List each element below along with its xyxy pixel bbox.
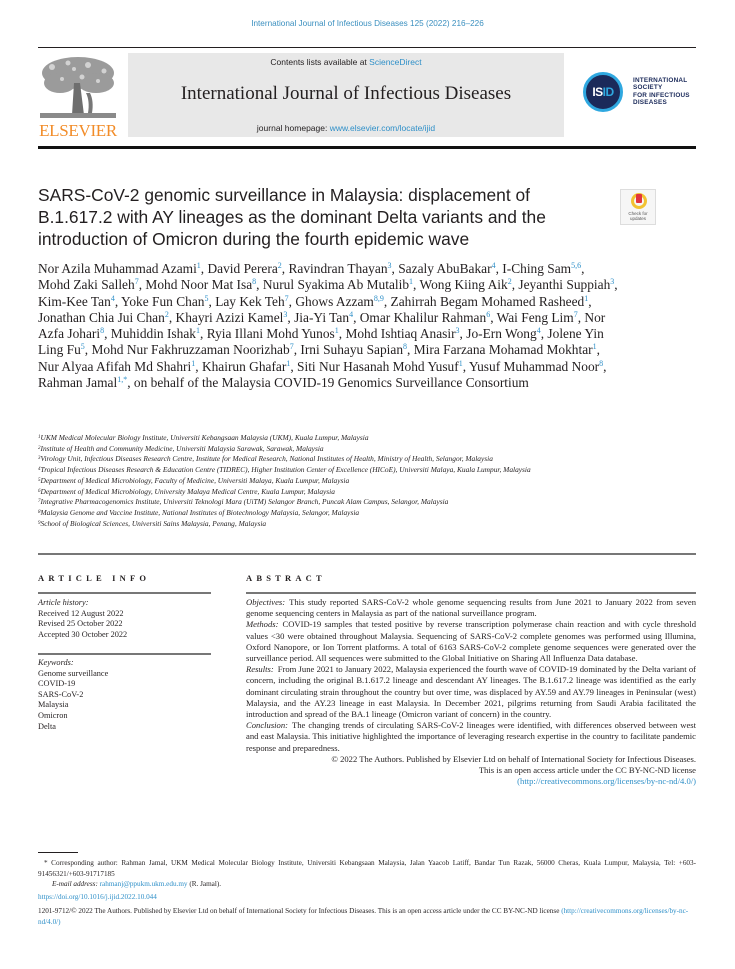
abstract-methods [246,619,696,664]
author-name[interactable]: Yoke Fun Chan [121,293,205,309]
header-top-rule [38,47,696,48]
affiliation-text: Virology Unit, Infectious Diseases Research Centre, Institute for Medical Research, National Institutes of Health, Ministry of Health, Selangor, Malaysia [40,454,493,464]
affiliation-item [38,465,598,476]
author-name[interactable]: Nurul Syakima Ab Mutalib [262,277,410,293]
affiliation-text: Institute of Health and Community Medicine, Universiti Malaysia Sarawak, Sarawak, Malaysia [40,443,324,453]
affiliation-number: 6 [38,488,41,494]
journal-homepage-link[interactable]: www.elsevier.com/locate/ijid [329,123,436,133]
author-name[interactable]: Jolene Yin Ling Fu [38,326,604,358]
author-affiliation-ref[interactable]: 7 [284,293,289,303]
sciencedirect-link[interactable]: ScienceDirect [369,57,422,67]
author-name[interactable]: Khayri Azizi Kamel [175,309,284,325]
author-list-suffix: , on behalf of the Malaysia COVID-19 Genomics Surveillance Consortium [127,375,529,391]
author-affiliation-ref[interactable]: 5 [204,293,209,303]
author-name[interactable]: Ryia Illani Mohd Yunos [206,326,335,342]
keywords-rule [38,653,211,655]
author-affiliation-ref[interactable]: 4 [536,326,541,336]
isid-line: FOR INFECTIOUS [633,91,690,99]
isid-line: INTERNATIONAL [633,77,688,84]
affiliation-number: 8 [38,509,41,515]
affiliation-list [38,433,598,529]
crossmark-icon [631,193,647,209]
affiliation-number: 5 [38,477,41,483]
author-affiliation-ref[interactable]: 8,9 [373,293,384,303]
affiliation-item [38,487,598,498]
homepage-line [128,123,564,133]
author-affiliation-ref[interactable]: 4 [491,261,496,270]
author-affiliation-ref[interactable]: 2 [164,309,169,319]
affiliation-item [38,433,598,444]
email-suffix: (R. Jamal). [189,880,222,889]
doi-link[interactable]: https://doi.org/10.1016/j.ijid.2022.10.044 [38,893,157,901]
author-name[interactable]: Jonathan Chia Jui Chan [38,309,165,325]
author-affiliation-ref[interactable]: 5 [80,342,85,352]
abstract-section-text: The changing trends of circulating SARS-CoV-2 lineages were identified, with differences observed between west and east Malaysia. This initiative highlighted the importance of leveraging research expertise in the country to facilitate pandemic response and preparedness. [246,720,696,753]
isid-abbrev-is: IS [592,85,603,99]
email-note [38,879,696,890]
author-name[interactable]: Jo-Ern Wong [466,326,537,342]
homepage-prefix: journal homepage: [256,123,330,133]
author-affiliation-ref[interactable]: 8 [252,277,257,287]
abstract-section-label: Objectives: [246,597,286,607]
contents-line [128,57,564,67]
issn-text: 1201-9712/© 2022 The Authors. Published by Elsevier Ltd on behalf of International Society for Infectious Diseases. This is an open access article under the CC BY-NC-ND license [38,907,562,915]
article-title: SARS-CoV-2 genomic surveillance in Malaysia: displacement of B.1.617.2 with AY lineages as the dominant Delta variants and the introduction of Omicron during the fourth epidemic wave [38,185,546,249]
header-bottom-rule [38,146,696,149]
author-name[interactable]: Ghows Azzam [295,293,374,309]
author-name[interactable]: Omar Khalilur Rahman [359,309,487,325]
affiliation-item [38,497,598,508]
author-name[interactable]: Nor Azila Muhammad Azami [38,261,197,276]
abstract-body [246,597,696,787]
email-link[interactable]: rahmanj@ppukm.ukm.edu.my [99,880,188,889]
author-affiliation-ref[interactable]: 3 [387,261,392,270]
author-name[interactable]: Mohd Ishtiaq Anasir [345,326,456,342]
abstract-rule [246,592,696,594]
author-affiliation-ref[interactable]: 3 [455,326,460,336]
author-affiliation-ref[interactable]: 8 [100,326,105,336]
author-affiliation-ref[interactable]: 1 [195,326,200,336]
author-name[interactable]: Zahirrah Begam Mohamed Rasheed [390,293,585,309]
author-name[interactable]: Wai Feng Lim [496,309,574,325]
author-name[interactable]: Mohd Nur Fakhruzzaman Noorizhab [91,342,290,358]
author-affiliation-ref[interactable]: 2 [277,261,282,270]
history-received: Received 12 August 2022 [38,608,124,618]
affiliation-text: Department of Medical Microbiology, University Malaya Medical Centre, Kuala Lumpur, Malaysia [40,486,335,496]
history-revised: Revised 25 October 2022 [38,619,123,629]
author-affiliation-ref[interactable]: 1 [409,277,414,287]
author-affiliation-ref[interactable]: 3 [610,277,615,287]
author-name[interactable]: Wong Kiing Aik [419,277,508,293]
keyword: COVID-19 [38,679,76,689]
section-divider [38,553,696,555]
author-name[interactable]: Jeyanthi Suppiah [518,277,611,293]
author-affiliation-ref[interactable]: 1 [196,261,201,270]
author-affiliation-ref[interactable]: 1 [584,293,589,303]
keyword: SARS-CoV-2 [38,689,84,699]
author-affiliation-ref[interactable]: 1 [286,358,291,368]
crossmark-label: Check for updates [628,211,648,221]
abstract-objectives [246,597,696,619]
corresponding-author-note: * Corresponding author: Rahman Jamal, UKM Medical Molecular Biology Institute, Universiti Kebangsaan Malaysia, Jalan Yaacob Latiff, Bandar Tun Razak, 56000 Cheras, Kuala Lumpur, Malaysia, Tel: +603-91456321/+603-91717185 [38,859,696,878]
footnote-rule [38,852,78,853]
author-affiliation-ref[interactable]: 8 [403,342,408,352]
author-affiliation-ref[interactable]: 1 [458,358,463,368]
abstract-section-label: Results: [246,664,274,675]
author-affiliation-ref[interactable]: 1 [334,326,339,336]
author-name[interactable]: Ravindran Thayan [288,261,388,276]
email-label: E-mail address: [52,880,98,889]
footnotes [38,858,696,890]
author-name[interactable]: Irni Suhayu Sapian [300,342,404,358]
author-name[interactable]: I-Ching Sam [502,261,572,276]
issn-license-note [38,906,696,927]
affiliation-item [38,519,598,530]
isid-line: SOCIETY [633,84,663,92]
author-name[interactable]: Yusuf Muhammad Noor [468,358,600,374]
license-line: This is an open access article under the CC BY-NC-ND license [478,765,696,776]
contents-prefix: Contents lists available at [270,57,370,67]
affiliation-text: Tropical Infectious Diseases Research & Education Centre (TIDREC), Higher Institution Center of Excellence (HICoE), Universiti Malaya, Kuala Lumpur, Malaysia [40,465,531,475]
affiliation-number: 1 [38,435,41,440]
affiliation-item [38,508,598,519]
elsevier-tree-icon [38,53,118,121]
elsevier-wordmark: ELSEVIER [39,121,117,140]
affiliation-text: Department of Medical Microbiology, Faculty of Medicine, Universiti Malaya, Kuala Lumpur, Malaysia [40,475,350,485]
abstract-section-text: From June 2021 to January 2022, Malaysia experienced the fourth wave of COVID-19 dominated by the Delta variant of concern, including the original B.1.617.2 lineage and descendant AY lineages. The B.1.617.2 lineage was identified as the early dominant circulating strain throughout the country but over time, was displaced by AY.59 and AY.79 lineages in Peninsular (west) Malaysia, and the AY.23 lineage in east Malaysia. In December 2021, pilgrims returning from Saudi Arabia facilitated the introduction and spread of the BA.1 lineage (Omicron variant of concern) in the country. [246,664,696,720]
keywords [38,658,213,732]
license-link[interactable]: (http://creativecommons.org/licenses/by-nc-nd/4.0/) [517,776,696,787]
history-label: Article history: [38,598,89,607]
affiliation-number: 4 [38,467,41,473]
abstract-section-label: Methods: [246,619,279,630]
issn-license-link[interactable]: (http://creativecommons.org/licenses/by-nc-nd/4.0/) [38,907,689,926]
running-head[interactable]: International Journal of Infectious Diseases 125 (2022) 216–226 [251,19,484,28]
abstract-section-label: Conclusion: [246,720,289,731]
check-for-updates-button[interactable] [620,189,656,225]
affiliation-text: School of Biological Sciences, Universiti Sains Malaysia, Penang, Malaysia [40,518,267,528]
keyword: Malaysia [38,700,69,710]
affiliation-text: UKM Medical Molecular Biology Institute, Universiti Kebangsaan Malaysia (UKM), Kuala Lumpur, Malaysia [40,433,369,442]
author-name[interactable]: Muhiddin Ishak [110,326,196,342]
author-affiliation-ref[interactable]: 7 [289,342,294,352]
copyright-notice [246,754,696,788]
isid-logo[interactable] [583,72,703,118]
author-affiliation-ref[interactable]: 7 [134,277,139,287]
affiliation-number: 2 [38,445,41,451]
author-name[interactable]: Rahman Jamal [38,375,118,391]
abstract-section-text: This study reported SARS-CoV-2 whole genome sequencing results from June 2021 to January 2022 from seven genome sequencing centers in Malaysia as part of the national surveillance program. [246,597,696,619]
author-name[interactable]: Khairun Ghafar [201,358,287,374]
author-affiliation-ref[interactable]: 6 [486,309,491,319]
isid-society-name [633,77,690,106]
author-name[interactable]: Mohd Zaki Salleh [38,277,135,293]
journal-name: International Journal of Infectious Diseases [180,83,512,104]
author-affiliation-ref[interactable]: 1 [191,358,196,368]
author-name[interactable]: Siti Nur Hasanah Mohd Yusuf [297,358,459,374]
isid-emblem-icon [583,72,623,112]
author-name[interactable]: Nur Alyaa Afifah Md Shahri [38,358,192,374]
affiliation-number: 7 [38,499,41,505]
affiliation-text: Malaysia Genome and Vaccine Institute, National Institutes of Biotechnology Malaysia, Selangor, Malaysia [40,507,360,517]
author-name[interactable]: Sazaly AbuBakar [398,261,492,276]
article-info-rule [38,592,211,594]
author-list: Nor Azila Muhammad Azami$^1$, David Perera$^2$, Ravindran Thayan$^3$, Sazaly AbuBakar$^4$, I-Ching Sam$^{5,6}$, Mohd Zaki Salleh$^7$, Mohd Noor Mat Isa$^8$, Nurul Syakima Ab Mutalib$^1$, Wong Kiing Aik$^2$, Jeyanthi Suppiah$^3$, Kim-Kee Tan$^4$, Yoke Fun Chan$^5$, Lay Kek Teh$^7$, Ghows Azzam$^{8,9}$, Zahirrah Begam Mohamed Rasheed$^1$, Jonathan Chia Jui Chan$^2$, Khayri Azizi Kamel$^3$, Jia-Yi Tan$^4$, Omar Khalilur Rahman$^6$, Wai Feng Lim$^7$, Nor Azfa Johari$^8$, Muhiddin Ishak$^1$, Ryia Illani Mohd Yunos$^1$, Mohd Ishtiaq Anasir$^3$, Jo-Ern Wong$^4$, Jolene Yin Ling Fu$^5$, Mohd Nur Fakhruzzaman Noorizhab$^7$, Irni Suhayu Sapian$^8$, Mira Farzana Mohamad Mokhtar$^1$, Nur Alyaa Afifah Md Shahri$^1$, Khairun Ghafar$^1$, Siti Nur Hasanah Mohd Yusuf$^1$, Yusuf Muhammad Noor$^8$, Rahman Jamal$^{1,*}$, on behalf of the Malaysia COVID-19 Genomics Surveillance Consortium [38,261,618,391]
author-affiliation-ref[interactable]: 1 [592,342,597,352]
author-name[interactable]: Jia-Yi Tan [294,309,350,325]
affiliation-item [38,444,598,455]
history-accepted: Accepted 30 October 2022 [38,629,128,639]
abstract-section-text: COVID-19 samples that tested positive by reverse transcription polymerase chain reaction and with cycle threshold values <30 were obtained throughout Malaysia. Sequencing of SARS-CoV-2 complete genomes was performed using Illumina, Oxford Nanopore, or Ion Torrent platforms. A total of 6163 SARS-CoV-2 complete genome sequences were generated over the surveillance period. All sequences were submitted to the Global Initiative on Sharing All Influenza Data database. [246,619,696,664]
author-affiliation-ref[interactable]: 2 [507,277,512,287]
abstract-conclusion [246,720,696,754]
author-name[interactable]: David Perera [207,261,278,276]
affiliation-number: 9 [38,520,41,526]
journal-masthead [128,53,564,137]
author-name[interactable]: Mohd Noor Mat Isa [145,277,253,293]
article-info-heading: ARTICLE INFO [38,573,151,583]
author-affiliation-ref[interactable]: 7 [573,309,578,319]
author-name[interactable]: Kim-Kee Tan [38,293,111,309]
author-name[interactable]: Lay Kek Teh [215,293,285,309]
author-affiliation-ref[interactable]: 3 [283,309,288,319]
isid-line: DISEASES [633,98,667,106]
author-affiliation-ref[interactable]: 8 [599,358,604,368]
affiliation-text: Integrative Pharmacogenomics Institute, Universiti Teknologi Mara (UiTM) Selangor Branch, Puncak Alam Campus, Selangor, Malaysia [40,497,449,507]
elsevier-logo[interactable] [38,53,118,141]
abstract-heading: ABSTRACT [246,573,326,583]
isid-abbrev-id: ID [602,85,614,99]
affiliation-number: 3 [38,456,41,462]
keyword: Omicron [38,710,68,720]
author-affiliation-ref[interactable]: 4 [110,293,115,303]
author-affiliation-ref[interactable]: 5,6 [571,261,582,270]
abstract-results [246,664,696,720]
author-affiliation-ref[interactable]: 1,* [117,375,128,385]
keywords-label: Keywords: [38,658,74,667]
copyright-line: © 2022 The Authors. Published by Elsevier Ltd on behalf of International Society for Infectious Diseases. [331,753,696,764]
affiliation-item [38,476,598,487]
author-affiliation-ref[interactable]: 4 [349,309,354,319]
keyword: Genome surveillance [38,668,109,678]
author-name[interactable]: Nor Azfa Johari [38,309,606,342]
affiliation-item [38,454,598,465]
keyword: Delta [38,721,56,731]
author-name[interactable]: Mira Farzana Mohamad Mokhtar [413,342,593,358]
article-history [38,598,213,640]
